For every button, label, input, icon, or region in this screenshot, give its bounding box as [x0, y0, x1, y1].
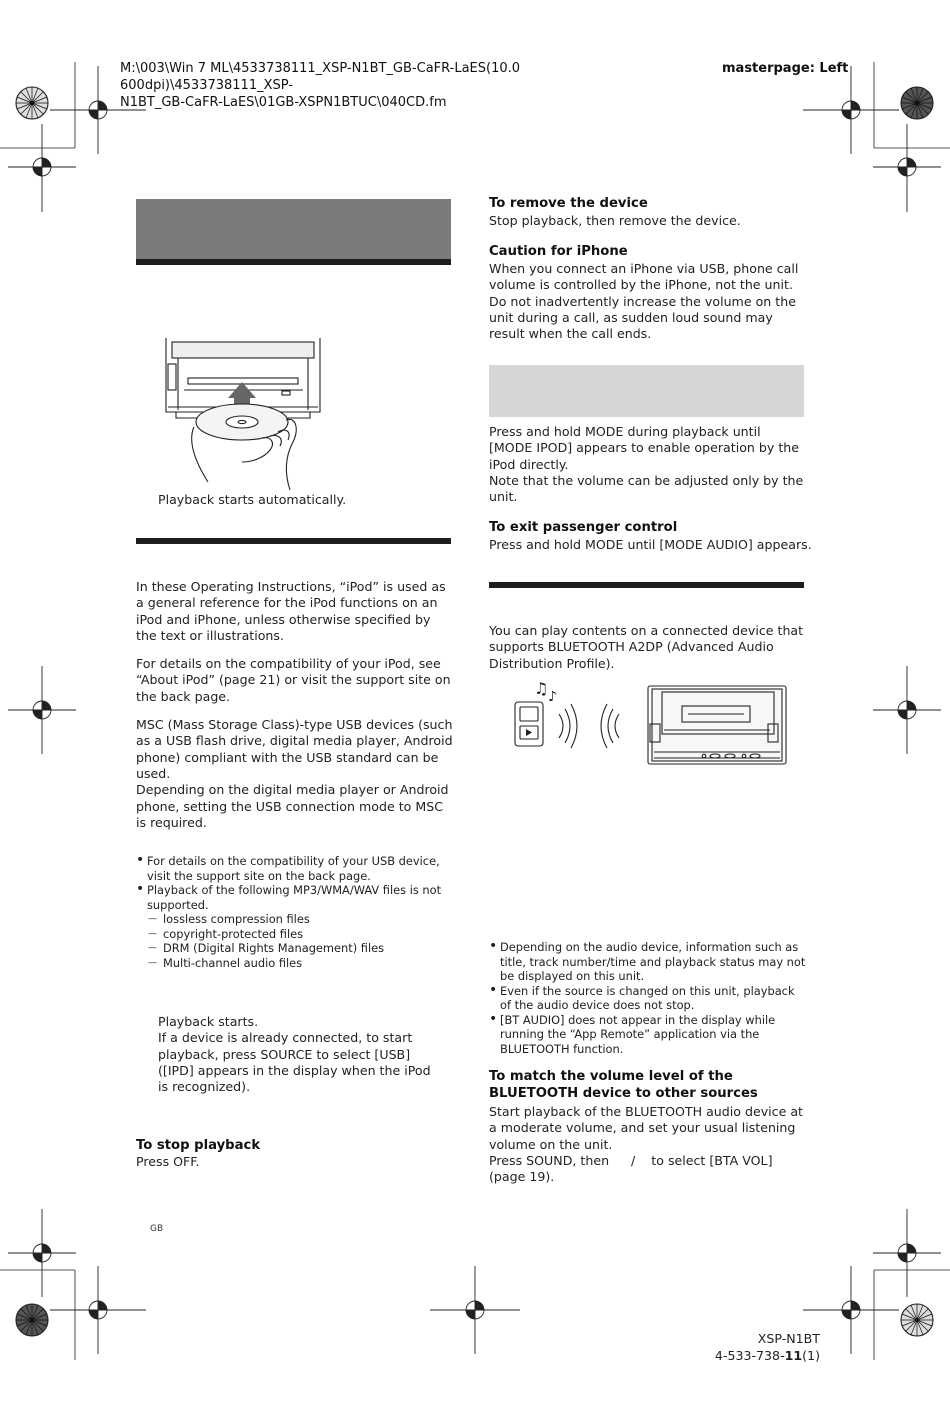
- part-number-prefix: 4-533-738-: [714, 1348, 785, 1363]
- bluetooth-streaming-illustration: [512, 680, 792, 772]
- section-title-rule: [136, 259, 451, 265]
- cd-caption: Playback starts automatically.: [158, 492, 347, 507]
- playback-line: If a device is already connected, to start playback, press SOURCE to select [USB] ([IPD] appears in the display when the iPod is recognized).: [158, 1030, 431, 1095]
- match-volume-text: [489, 1104, 807, 1185]
- ipod-paragraph: Depending on the digital media player or Android phone, setting the USB connection mode to MSC is required.: [136, 782, 449, 830]
- usb-notes: [136, 854, 454, 970]
- bluetooth-note-item: • Depending on the audio device, information such as title, track number/time and playback status may not be displayed on this unit.: [489, 940, 807, 984]
- mode-line: Note that the volume can be adjusted only by the unit.: [489, 472, 804, 505]
- exit-heading: To exit passenger control: [489, 520, 678, 535]
- mode-line: Press and hold MODE during playback until [MODE IPOD] appears to enable operation by the iPod directly.: [489, 424, 800, 472]
- file-path-line-1: M:\003\Win 7 ML\4533738111_XSP-N1BT_GB-CaFR-LaES(10.0 600dpi)\4533738111_XSP-: [120, 61, 521, 93]
- caution-text: When you connect an iPhone via USB, phone call volume is controlled by the iPhone, not the unit. Do not inadvertently increase the volume on the unit during a call, as sudden loud sound may result when the call ends.: [489, 261, 799, 342]
- exit-text: Press and hold MODE until [MODE AUDIO] appears.: [489, 537, 812, 552]
- unsupported-item: — copyright-protected files: [136, 927, 454, 942]
- section-title-block: [136, 199, 451, 259]
- match-volume-line: Start playback of the BLUETOOTH audio device at a moderate volume, and set your usual listening volume on the unit.: [489, 1104, 803, 1152]
- match-volume-step-part: to select [BTA VOL]: [651, 1152, 773, 1168]
- mode-instructions: [489, 424, 807, 505]
- part-number-suffix: (1): [802, 1348, 820, 1363]
- ipod-section-rule: [136, 538, 451, 544]
- file-path: [120, 60, 680, 111]
- bluetooth-note-item: • [BT AUDIO] does not appear in the display while running the “App Remote” application via the BLUETOOTH function.: [489, 1013, 807, 1057]
- playback-line: Playback starts.: [158, 1014, 259, 1029]
- ipod-paragraphs: [136, 579, 454, 831]
- footer-info: [700, 1330, 820, 1364]
- caution-heading: Caution for iPhone: [489, 244, 628, 259]
- cd-insert-illustration: [158, 332, 328, 492]
- match-volume-heading: To match the volume level of the BLUETOOTH device to other sources: [489, 1069, 758, 1101]
- passenger-control-title-block: [489, 365, 804, 417]
- bluetooth-intro: You can play contents on a connected device that supports BLUETOOTH A2DP (Advanced Audio Distribution Profile).: [489, 623, 804, 671]
- remove-heading: To remove the device: [489, 196, 648, 211]
- unsupported-item: — lossless compression files: [136, 912, 454, 927]
- ipod-paragraph: For details on the compatibility of your iPod, see “About iPod” (page 21) or visit the support site on the back page.: [136, 656, 451, 704]
- stop-heading: To stop playback: [136, 1138, 261, 1153]
- note-item: • For details on the compatibility of your USB device, visit the support site on the back page.: [136, 854, 454, 883]
- masterpage-label: masterpage: Left: [722, 61, 849, 76]
- page-number: 11: [784, 1348, 803, 1363]
- ipod-paragraph: MSC (Mass Storage Class)-type USB devices (such as a USB flash drive, digital media player, Android phone) compliant with the USB standard can be used.: [136, 717, 453, 781]
- svg-text:♫: ♫: [534, 680, 549, 698]
- part-number: [700, 1347, 820, 1364]
- match-volume-page-ref: (page 19).: [489, 1169, 555, 1185]
- unsupported-item: — DRM (Digital Rights Management) files: [136, 941, 454, 956]
- bluetooth-notes: [489, 940, 807, 1056]
- bluetooth-note-item: • Even if the source is changed on this unit, playback of the audio device does not stop.: [489, 984, 807, 1013]
- page-code: GB: [150, 1224, 164, 1234]
- file-path-line-2: N1BT_GB-CaFR-LaES\01GB-XSPN1BTUC\040CD.fm: [120, 95, 447, 110]
- ipod-paragraph: In these Operating Instructions, “iPod” is used as a general reference for the iPod functions on an iPod and iPhone, unless otherwise specified by the text or illustrations.: [136, 579, 446, 643]
- svg-text:♪: ♪: [548, 689, 557, 705]
- match-volume-step-separator: /: [631, 1152, 636, 1168]
- stop-text: Press OFF.: [136, 1154, 200, 1169]
- match-volume-step: [489, 1153, 807, 1169]
- note-item: • Playback of the following MP3/WMA/WAV files is not supported.: [136, 883, 454, 912]
- remove-text: Stop playback, then remove the device.: [489, 213, 741, 228]
- model-number: XSP-N1BT: [757, 1331, 820, 1346]
- playback-steps: [158, 1014, 443, 1095]
- bluetooth-section-rule: [489, 582, 804, 588]
- match-volume-step-part: Press SOUND, then: [489, 1152, 610, 1168]
- unsupported-item: — Multi-channel audio files: [136, 956, 454, 971]
